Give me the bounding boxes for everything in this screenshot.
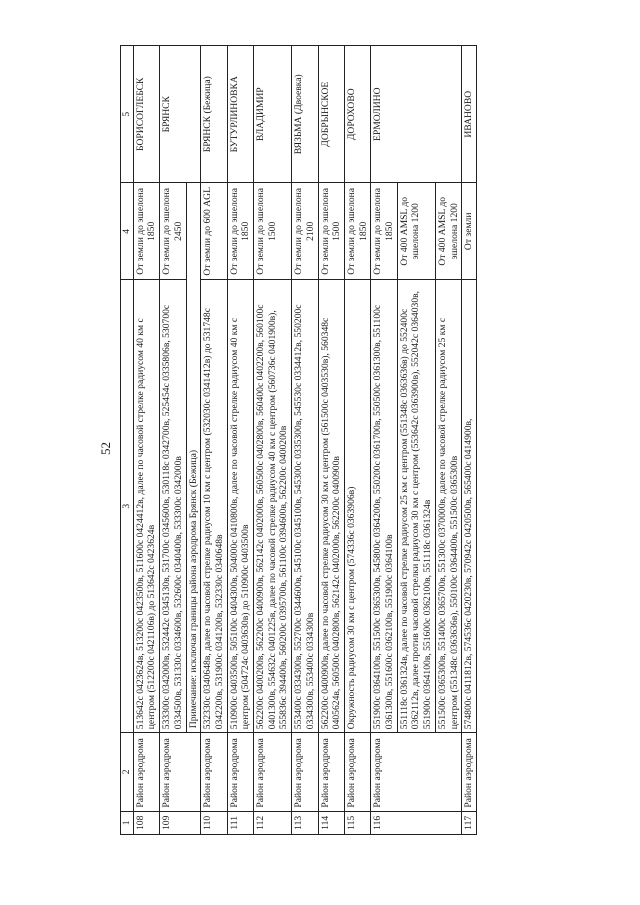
zone-coordinates: 562200с 0400200в, 562200с 0400900в, 562142с 0402000в, 560500с 0402800в, 560400с 0402200в, 560100с 0401300в, 554632с 0401225в, далее по часовой стрелке радиусом 40 км с центром (560736с 0401900в), 555836с 394400в, 560200с 0395700в, 561100с 0394600в, 562200с 0400200в — [254, 280, 292, 733]
zone-coordinates: 513642с 0423624в, 513200с 0423500в, 511600с 0424412в, далее по часовой стрелке радиусом 40 км с центром (512200с 0421106в) до 513642с 0423624в — [133, 280, 159, 733]
zone-type: Район аэродрома — [292, 733, 318, 811]
row-number: 108 — [133, 811, 159, 834]
zone-type: Район аэродрома — [201, 733, 227, 811]
zone-type: Район аэродрома — [462, 733, 477, 811]
aerodrome-name: БУТУРЛИНОВКА — [227, 46, 253, 183]
vertical-limits: От земли до эшелона 1500 — [318, 183, 344, 280]
aerodrome-name: БРЯНСК — [160, 46, 201, 183]
aerodrome-name: ЕРМОЛИНО — [371, 46, 462, 183]
zone-type: Район аэродрома — [133, 733, 159, 811]
airspace-table — [120, 45, 477, 835]
table-row — [371, 46, 397, 835]
vertical-limits: От земли до эшелона 1850 — [227, 183, 253, 280]
aerodrome-name: БРЯНСК (Бежица) — [201, 46, 227, 183]
aerodrome-name: БОРИСОГЛЕБСК — [133, 46, 159, 183]
zone-coordinates: Окружность радиусом 30 км с центром (574336с 0363906в) — [344, 280, 370, 733]
zone-coordinates: 551500с 0365300в, 551400с 0365700в, 551300с 0370000в, далее по часовой стрелке радиусом 25 км с центром (551348с 0363636в), 550100с 0364400в, 551500с 0365300в — [435, 280, 461, 733]
table-row — [292, 46, 318, 835]
zone-coordinates: 574800с 0411812в, 574536с 0420230в, 570942с 0420500в, 565400с 0414900в, — [462, 280, 477, 733]
aerodrome-name: ВЛАДИМИР — [254, 46, 292, 183]
zone-type: Район аэродрома — [344, 733, 370, 811]
table-row — [227, 46, 253, 835]
vertical-limits: От земли до эшелона 1850 — [371, 183, 397, 280]
zone-type: Район аэродрома — [371, 733, 462, 811]
row-number: 116 — [371, 811, 462, 834]
row-number: 110 — [201, 811, 227, 834]
aerodrome-name: ДОБРЫНСКОЕ — [318, 46, 344, 183]
table-row — [318, 46, 344, 835]
vertical-limits: От земли до эшелона 2100 — [292, 183, 318, 280]
vertical-limits: От земли до эшелона 2450 — [160, 183, 186, 280]
vertical-limits: От земли до 600 AGL — [201, 183, 227, 280]
header-col-3: 3 — [121, 280, 134, 733]
header-col-4: 4 — [121, 183, 134, 280]
zone-coordinates: 510900с 0403500в, 505100с 0404300в, 504000с 0410800в, далее по часовой стрелке радиусом 40 км с центром (504724с 0403630в) до 510900с 0403500в — [227, 280, 253, 733]
row-number: 113 — [292, 811, 318, 834]
table-row — [133, 46, 159, 835]
zone-coordinates: 562200с 0400900в, далее по часовой стрелке радиусом 30 км с центром (561500с 0403530в), 560348с 0405624в, 560500с 0402800в, 562142с 0402000в, 562200с 0400900в — [318, 280, 344, 733]
row-number: 114 — [318, 811, 344, 834]
table-row — [254, 46, 292, 835]
zone-coordinates: 532330с 0340648в, далее по часовой стрелке радиусом 10 км с центром (532030с 0341412в) до 531748с 0342200в, 531900с 0341200в, 532330с 0340648в — [201, 280, 227, 733]
table-row — [160, 46, 186, 835]
zone-coordinates: 551900с 0364100в, 551500с 0365300в, 545800с 0364200в, 550200с 0361700в, 550500с 0361300в, 551100с 0361300в, 551600с 0362100в, 551900с 0364100в — [371, 280, 397, 733]
row-number: 115 — [344, 811, 370, 834]
table-row — [344, 46, 370, 835]
header-row — [121, 46, 134, 835]
row-number: 117 — [462, 811, 477, 834]
vertical-limits: От земли до эшелона 1850 — [133, 183, 159, 280]
zone-type: Район аэродрома — [160, 733, 201, 811]
vertical-limits: От 400 AMSL до эшелона 1200 — [435, 183, 461, 280]
table-row — [201, 46, 227, 835]
zone-coordinates: 551118с 0361324в, далее по часовой стрелке радиусом 25 км с центром (551348с 0363636в) до 552400с 0362112в, далее против часовой стрелки радиусом 30 км с центром (553642с 0363900в), 552042с 0364030в, 551900с 0364100в, 551600с 0362100в, 551118с 0361324в — [397, 280, 435, 733]
table-row — [462, 46, 477, 835]
aerodrome-name: ИВАНОВО — [462, 46, 477, 183]
vertical-limits: От земли до эшелона 1850 — [344, 183, 370, 280]
zone-coordinates: 533300с 0342000в, 532442с 0345130в, 531700с 0345600в, 530118с 0342700в, 525454с 0335806в, 530700с 0334500в, 531330с 0334600в, 532600с 0340400в, 533300с 0342000в — [160, 280, 186, 733]
header-col-2: 2 — [121, 733, 134, 811]
vertical-limits: От 400 AMSL до эшелона 1200 — [397, 183, 435, 280]
row-number: 111 — [227, 811, 253, 834]
zone-type: Район аэродрома — [254, 733, 292, 811]
zone-type: Район аэродрома — [318, 733, 344, 811]
aerodrome-name: ВЯЗЬМА (Двоевка) — [292, 46, 318, 183]
row-number: 109 — [160, 811, 201, 834]
vertical-limits: От земли до эшелона 1500 — [254, 183, 292, 280]
header-col-5: 5 — [121, 46, 134, 183]
row-number: 112 — [254, 811, 292, 834]
header-col-1: 1 — [121, 811, 134, 834]
rotated-page-content — [92, 45, 627, 835]
page-number: 52 — [98, 442, 113, 455]
zone-type: Район аэродрома — [227, 733, 253, 811]
vertical-limits: От земли — [462, 183, 477, 280]
aerodrome-name: ДОРОХОВО — [344, 46, 370, 183]
zone-coordinates: 553400с 0334300в, 552700с 0344600в, 545100с 0345100в, 545300с 0335300в, 545530с 0334412в, 550200с 0334300в, 553400с 0334300в — [292, 280, 318, 733]
table-note: Примечание: исключая границы района аэродрома Брянск (Бежица) — [186, 183, 201, 733]
